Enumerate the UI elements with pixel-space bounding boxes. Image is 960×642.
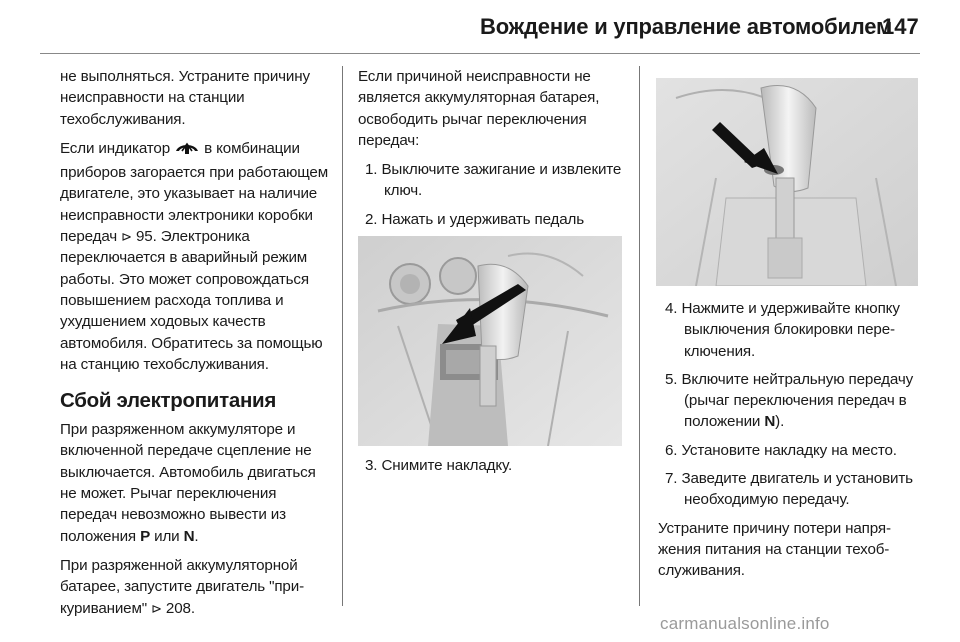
column-3 (658, 298, 920, 590)
text: в комбинации приборов загорается при работающем двигателе, это указывает на наличие неисправности электроники коробки передач (60, 139, 329, 246)
step-number: 4. (665, 300, 678, 317)
text: Если индикатор (60, 139, 175, 157)
text: При разряженной аккумуляторной батарее, запустите двигатель "прикуриванием" (60, 556, 305, 617)
step-number: 3. (365, 457, 378, 474)
step-text: ). (775, 413, 785, 431)
paragraph-power-failure (60, 419, 332, 547)
step-text: Заведите двигатель и установить необходимую передачу. (681, 470, 913, 509)
step-number: 6. (665, 441, 678, 459)
step-number: 7. (665, 470, 678, 488)
gear-p: P (140, 527, 151, 545)
gear-lever-cover-photo (358, 236, 622, 446)
paragraph-indicator (60, 138, 332, 375)
text: . Электроника переключается в аварийный режим работы. Это может сопровождаться повышением расхода топлива и ухудшением ходовых качеств автомобиля. Обратитесь за помощью на станцию техобслуживания. (60, 228, 323, 373)
text: При разряженном аккумуляторе и включенной передаче сцепление не выключается. Автомобиль двигаться не может. Рычаг переключения передач невозможно вывести из положения (60, 421, 316, 545)
text: . (190, 599, 195, 617)
step-text: Снимите накладку. (381, 457, 513, 474)
page-number: 147 (882, 14, 919, 39)
list-item (358, 455, 630, 476)
gear-n: N (183, 527, 195, 545)
column-2 (358, 66, 630, 258)
list-item (358, 159, 630, 202)
page-header (0, 0, 960, 52)
step-text: Нажать и удерживать педаль (381, 210, 585, 228)
transmission-indicator-icon (174, 140, 200, 162)
list-item (658, 468, 920, 511)
page-reference-link[interactable]: 208 (165, 599, 191, 617)
column-2-step3 (358, 455, 630, 483)
section-heading: Сбой электропитания (60, 389, 276, 413)
step-text: Включите нейтральную передачу (рычаг переключения передач в положении (681, 370, 914, 431)
step-number: 5. (665, 370, 678, 388)
list-item (658, 298, 920, 362)
step-text: Выключите зажигание и извлеките ключ. (381, 161, 622, 200)
step-number: 2. (365, 210, 378, 228)
column-1 (60, 66, 332, 619)
reference-icon: ⊳ (151, 600, 162, 616)
step-number: 1. (365, 161, 378, 179)
text: . (194, 527, 199, 545)
watermark: carmanualsonline.info (660, 614, 830, 633)
step-text: Нажмите и удерживайте кнопку выключения блокировки переключения. (681, 300, 900, 360)
paragraph-jump-start (60, 555, 332, 619)
column-divider (639, 66, 640, 606)
column-divider (342, 66, 343, 606)
reference-icon: ⊳ (121, 229, 132, 245)
step-text: Установите накладку на место. (681, 441, 897, 459)
paragraph-continuation: не выполняться. Устраните причину неисправности на станции техобслуживания. (60, 68, 310, 128)
list-item (658, 440, 920, 461)
text: или (150, 527, 184, 545)
shift-lock-release-photo (656, 78, 918, 286)
header-rule (40, 53, 920, 54)
paragraph-intro: Если причиной неисправности не является аккумуляторная батарея, освободить рычаг переключения передач: (358, 68, 600, 149)
paragraph-outro: Устраните причину потери напряжения питания на станции техобслуживания. (658, 519, 891, 580)
gear-n: N (764, 413, 776, 431)
section-title: Вождение и управление автомобилем (480, 14, 893, 39)
list-item (658, 369, 920, 433)
page-reference-link[interactable]: 95 (135, 228, 153, 246)
